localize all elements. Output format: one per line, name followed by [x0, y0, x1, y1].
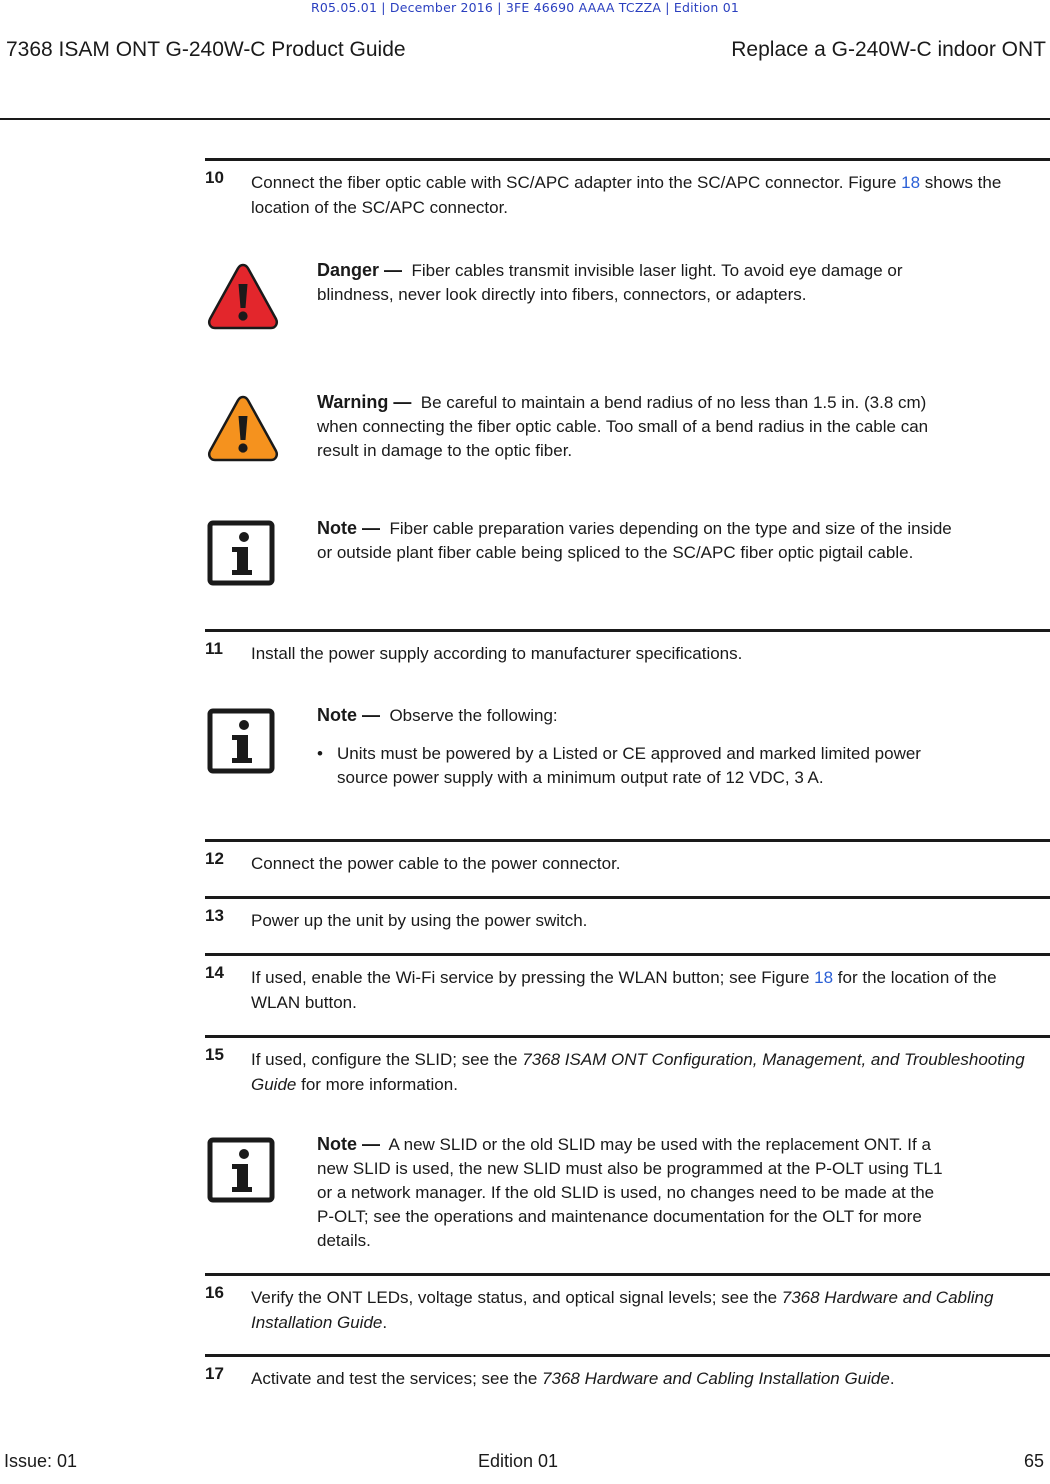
step-text: Connect the power cable to the power connector. — [251, 854, 621, 873]
step-number: 11 — [205, 639, 223, 658]
guide-reference: 7368 ISAM ONT Configuration, Management, and Troubleshooting Guide — [251, 1050, 1025, 1094]
step-number: 10 — [205, 168, 224, 187]
step-12 — [205, 839, 1050, 876]
step-16 — [205, 1273, 1050, 1335]
step-text: If used, configure the SLID; see the 7368 ISAM ONT Configuration, Management, and Troubleshooting Guide for more information. — [251, 1050, 1025, 1094]
danger-triangle-icon — [207, 262, 279, 330]
info-icon — [207, 1137, 275, 1203]
step-text: If used, enable the Wi-Fi service by pressing the WLAN button; see Figure 18 for the location of the WLAN button. — [251, 968, 997, 1012]
step-number: 15 — [205, 1045, 224, 1064]
step-13 — [205, 896, 1050, 933]
warning-label: Warning — — [317, 392, 412, 412]
step-15 — [205, 1035, 1050, 1097]
note-body — [317, 516, 952, 565]
step-number: 12 — [205, 849, 224, 868]
guide-reference: 7368 Hardware and Cabling Installation Guide — [251, 1288, 994, 1332]
footer-issue: Issue: 01 — [4, 1451, 78, 1471]
footer-page-number: 65 — [1023, 1451, 1044, 1471]
figure-18-link[interactable]: 18 — [901, 173, 921, 192]
header-rule — [0, 118, 1050, 120]
warning-triangle-icon — [207, 394, 279, 462]
info-icon — [207, 708, 275, 774]
step-number: 13 — [205, 906, 224, 925]
note-label: Note — — [317, 518, 380, 538]
bullet-icon: • — [317, 744, 323, 763]
step-11 — [205, 629, 1050, 666]
guide-reference: 7368 Hardware and Cabling Installation Guide — [542, 1369, 890, 1388]
info-icon — [207, 520, 275, 586]
step-text: Verify the ONT LEDs, voltage status, and optical signal levels; see the 7368 Hardware and Cabling Installation Guide. — [251, 1288, 994, 1332]
warning-body — [317, 390, 952, 463]
note-body — [317, 1132, 952, 1253]
note-label: Note — — [317, 1134, 380, 1154]
footer-edition: Edition 01 — [478, 1451, 559, 1471]
note-text: A new SLID or the old SLID may be used with the replacement ONT. If a new SLID is used, the new SLID must also be programmed at the P-OLT using TL1 or a network manager. If the old SLID is used, no changes need to be made at the P-OLT; see the operations and maintenance documentation for the OLT for more details. — [317, 1135, 943, 1250]
note-text: Fiber cable preparation varies depending on the type and size of the inside or outside plant fiber cable being spliced to the SC/APC fiber optic pigtail cable. — [317, 519, 952, 562]
step-14 — [205, 953, 1050, 1015]
step-number: 16 — [205, 1283, 224, 1302]
note-label: Note — — [317, 705, 380, 725]
note-text: Observe the following: — [389, 706, 558, 725]
note-body — [317, 703, 952, 790]
step-17 — [205, 1354, 1050, 1391]
step-text: Install the power supply according to manufacturer specifications. — [251, 644, 743, 663]
step-text: Activate and test the services; see the 7368 Hardware and Cabling Installation Guide. — [251, 1369, 895, 1388]
bullet-text: Units must be powered by a Listed or CE approved and marked limited power source power supply with a minimum output rate of 12 VDC, 3 A. — [337, 744, 921, 787]
step-text: Power up the unit by using the power switch. — [251, 911, 588, 930]
header-guide-title: 7368 ISAM ONT G-240W-C Product Guide — [6, 38, 406, 61]
step-number: 17 — [205, 1364, 224, 1383]
danger-text: Fiber cables transmit invisible laser light. To avoid eye damage or blindness, never look directly into fibers, connectors, or adapters. — [317, 261, 903, 304]
document-release-watermark: R05.05.01 | December 2016 | 3FE 46690 AAAA TCZZA | Edition 01 — [310, 0, 740, 15]
header-section-title: Replace a G-240W-C indoor ONT — [731, 38, 1046, 61]
step-number: 14 — [205, 963, 224, 982]
note-bullet-item — [317, 742, 952, 790]
danger-body — [317, 258, 952, 307]
figure-18-link[interactable]: 18 — [814, 968, 834, 987]
step-text: Connect the fiber optic cable with SC/APC adapter into the SC/APC connector. Figure 18 shows the location of the SC/APC connector. — [251, 173, 1002, 217]
warning-text: Be careful to maintain a bend radius of no less than 1.5 in. (3.8 cm) when connecting the fiber optic cable. Too small of a bend radius in the cable can result in damage to the optic fiber. — [317, 393, 929, 460]
step-10 — [205, 158, 1050, 220]
danger-label: Danger — — [317, 260, 403, 280]
